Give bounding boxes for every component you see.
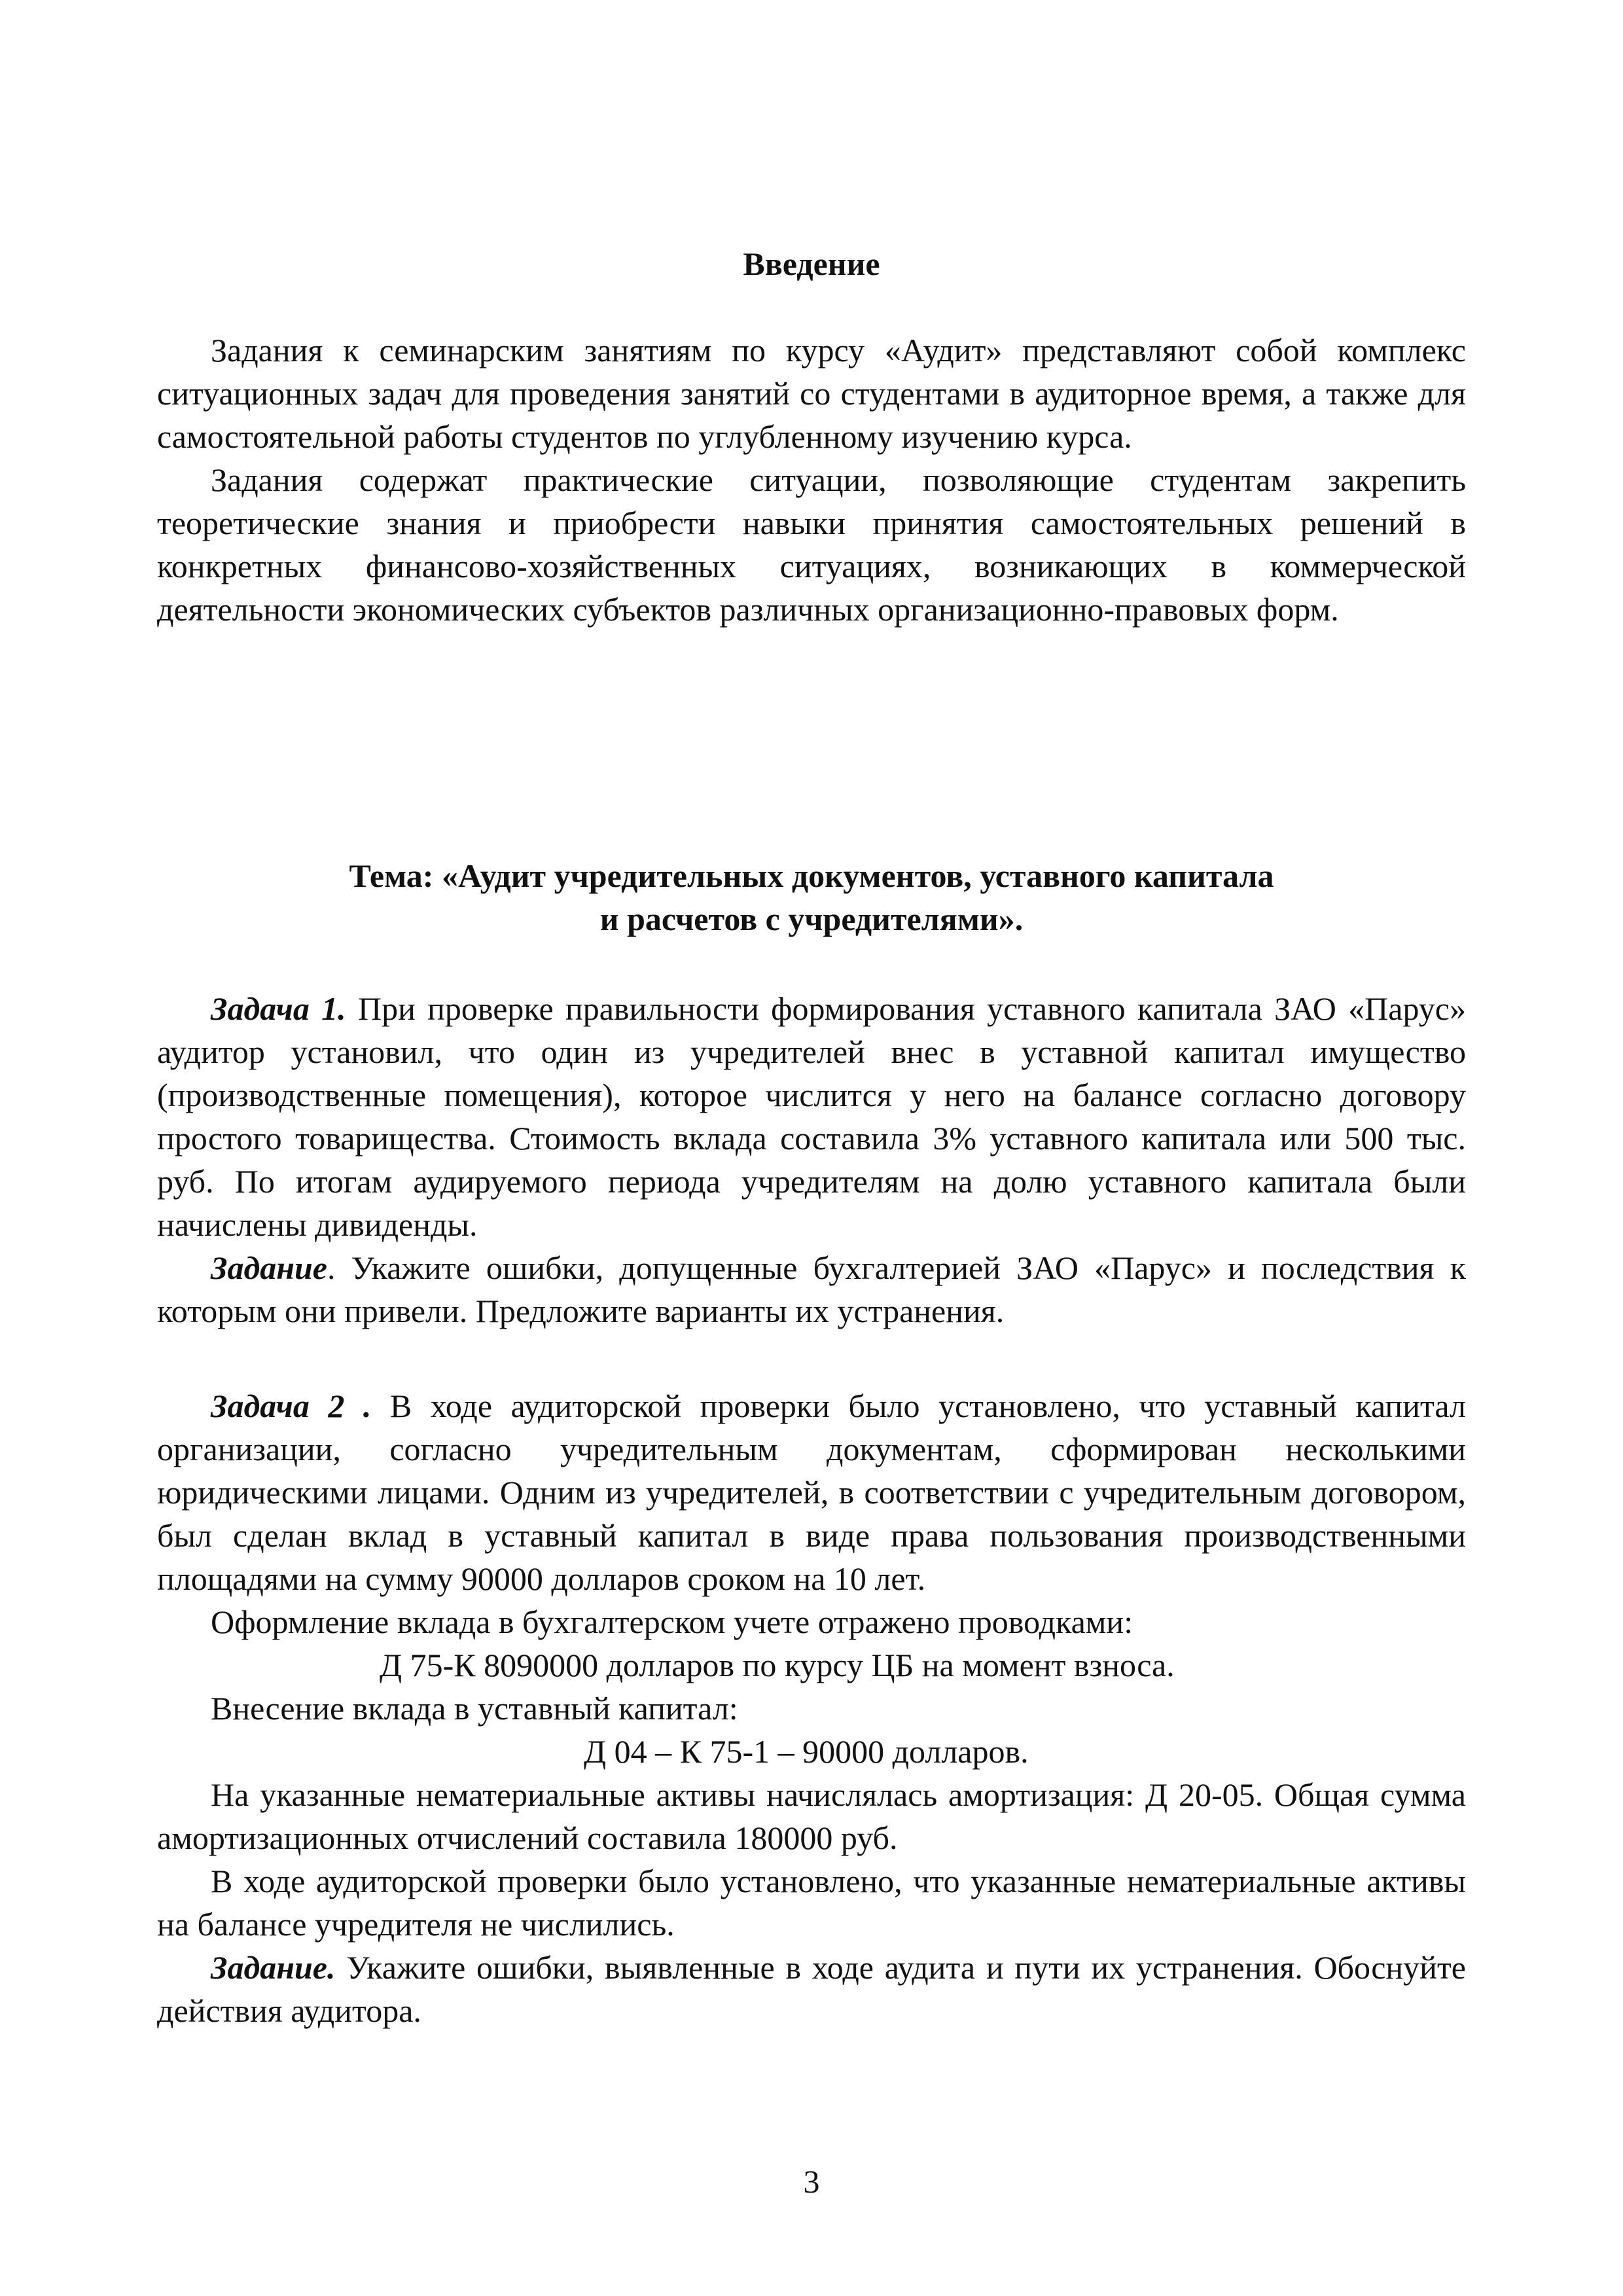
task-2-assignment	[157, 1946, 1466, 2032]
task-2-entry-2: Д 04 – К 75-1 – 90000 долларов.	[584, 1733, 1029, 1770]
task-1-assignment	[157, 1246, 1466, 1333]
page-number: 3	[803, 2163, 820, 2200]
task-2-amortization: На указанные нематериальные активы начислялась амортизация: Д 20-05. Общая сумма амортизационных отчислений составила 180000 руб.	[157, 1776, 1466, 1856]
task-1-text: При проверке правильности формирования уставного капитала ЗАО «Парус» аудитор установил, что один из учредителей внес в уставной капитал имущество (производственные помещения), которое числится у него на балансе согласно договору простого товарищества. Стоимость вклада составила 3% уставного капитала или 500 тыс. руб. По итогам аудируемого периода учредителям на долю уставного капитала были начислены дивиденды.	[157, 990, 1466, 1243]
task-2-statement	[157, 1384, 1466, 1600]
task-1	[157, 987, 1466, 1333]
topic-title	[157, 854, 1466, 941]
introduction-paragraph-1: Задания к семинарским занятиям по курсу «Аудит» представляют собой комплекс ситуационных задач для проведения занятий со студентами в аудиторное время, а также для самостоятельной работы студентов по углубленному изучению курса.	[157, 332, 1466, 455]
task-1-assignment-label: Задание	[211, 1249, 328, 1286]
task-2-contribution-label: Внесение вклада в уставный капитал:	[211, 1690, 738, 1727]
topic-title-line-1: Тема: «Аудит учредительных документов, уставного капитала	[349, 857, 1274, 894]
introduction-title: Введение	[743, 245, 880, 282]
task-2-finding: В ходе аудиторской проверки было установлено, что указанные нематериальные активы на балансе учредителя не числились.	[157, 1863, 1466, 1943]
task-1-assignment-text: . Укажите ошибки, допущенные бухгалтерией ЗАО «Парус» и последствия к которым они привели. Предложите варианты их устранения.	[157, 1249, 1466, 1329]
task-1-label: Задача 1.	[211, 990, 346, 1027]
task-2-entry-1: Д 75-К 8090000 долларов по курсу ЦБ на момент взноса.	[380, 1647, 1175, 1683]
introduction-body	[157, 329, 1466, 631]
task-1-statement	[157, 987, 1466, 1246]
task-2-label: Задача 2 .	[211, 1388, 372, 1424]
task-2-text: В ходе аудиторской проверки было установлено, что уставный капитал организации, согласно учредительным документам, сформирован несколькими юридическими лицами. Одним из учредителей, в соответствии с учредительным договором, был сделан вклад в уставный капитал в виде права пользования производственными площадями на сумму 90000 долларов сроком на 10 лет.	[157, 1388, 1466, 1597]
task-2-assignment-label: Задание.	[211, 1949, 336, 1986]
task-2-assignment-text: Укажите ошибки, выявленные в ходе аудита и пути их устранения. Обоснуйте действия аудитора.	[157, 1949, 1466, 2029]
introduction-paragraph-2: Задания содержат практические ситуации, позволяющие студентам закрепить теоретические знания и приобрести навыки принятия самостоятельных решений в конкретных финансово-хозяйственных ситуациях, возникающих в коммерческой деятельности экономических субъектов различных организационно-правовых форм.	[157, 461, 1466, 628]
topic-title-line-2: и расчетов с учредителями».	[599, 901, 1024, 937]
task-2-entries-intro: Оформление вклада в бухгалтерском учете отражено проводками:	[211, 1604, 1133, 1640]
task-2	[157, 1384, 1466, 2032]
